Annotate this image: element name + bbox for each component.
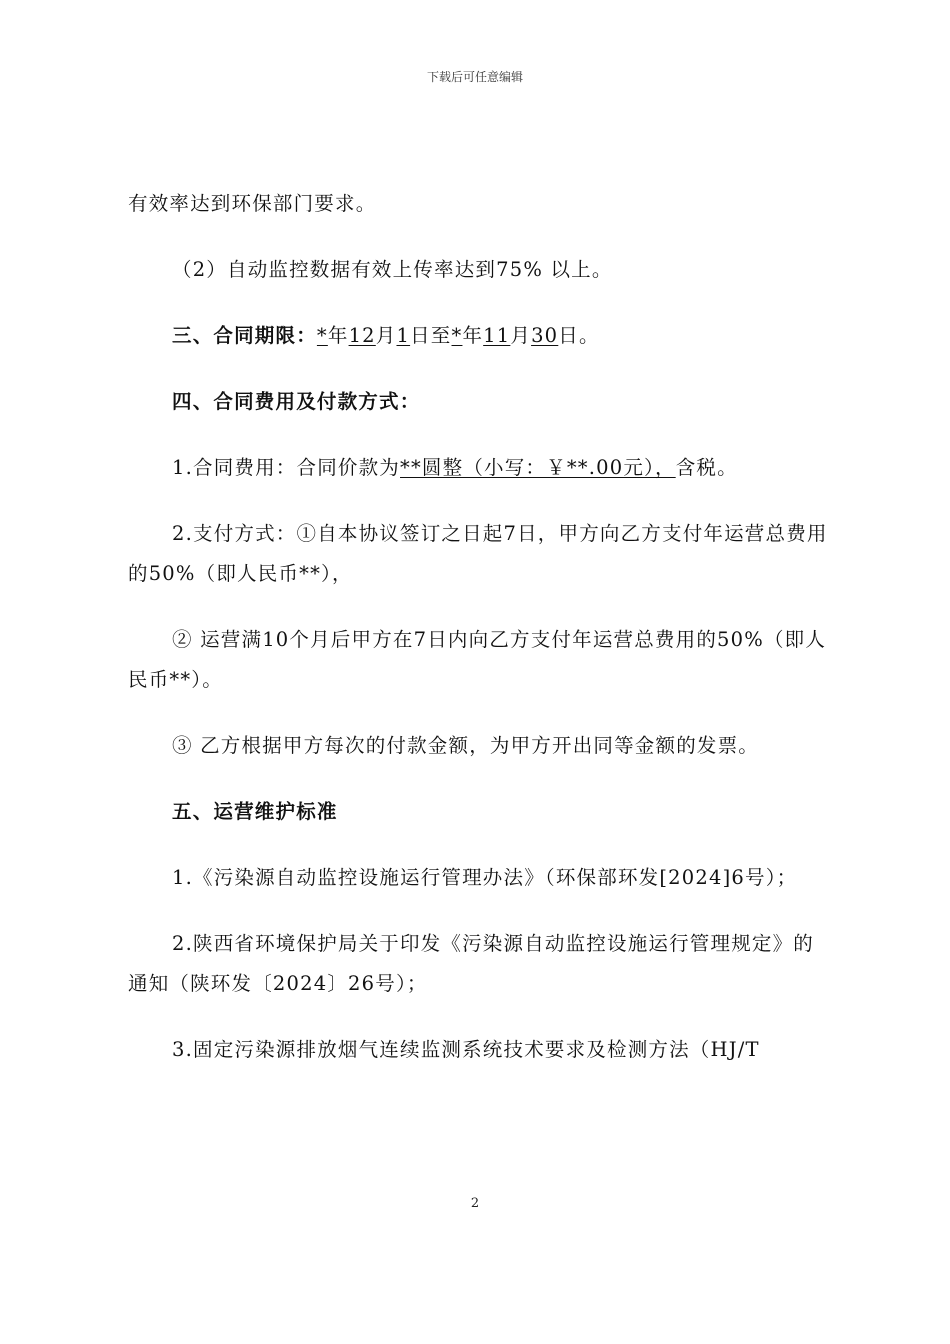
contract-fee-label: 1.合同费用：合同价款为 [172, 456, 401, 479]
paragraph-standard-3: 3.固定污染源排放烟气连续监测系统技术要求及检测方法（HJ/T [172, 1038, 760, 1061]
text-month: 月 [510, 324, 532, 347]
contract-term-heading: 三、合同期限： [172, 324, 317, 347]
section-heading-fees: 四、合同费用及付款方式： [172, 390, 421, 413]
page-number: 2 [470, 1196, 480, 1211]
paragraph-second-payment: ② 运营满10个月后甲方在7日内向乙方支付年运营总费用的50%（即人民币**）。 [128, 628, 827, 691]
text-year: 年 [462, 324, 484, 347]
start-day: 1 [396, 324, 411, 347]
text-month: 月 [375, 324, 397, 347]
end-year: * [451, 324, 463, 347]
start-month: 12 [348, 324, 376, 347]
paragraph-standard-1: 1.《污染源自动监控设施运行管理办法》（环保部环发[2024]6号）； [172, 866, 798, 889]
paragraph-invoice: ③ 乙方根据甲方每次的付款金额，为甲方开出同等金额的发票。 [172, 734, 759, 757]
paragraph-standard-2: 2.陕西省环境保护局关于印发《污染源自动监控设施运行管理规定》的通知（陕环发〔2024〕26号）； [128, 932, 815, 995]
text-day-end: 日。 [558, 324, 600, 347]
contract-fee-amount: **圆整（小写：￥**.00元）， [400, 456, 676, 479]
text-year: 年 [327, 324, 349, 347]
end-month: 11 [483, 324, 511, 347]
paragraph-contract-term [128, 316, 834, 356]
paragraph-upload-rate: （2）自动监控数据有效上传率达到75% 以上。 [172, 258, 613, 281]
page-header: 下载后可任意编辑 [426, 70, 523, 84]
text-day-to: 日至 [410, 324, 452, 347]
paragraph-effective-rate: 有效率达到环保部门要求。 [128, 192, 377, 215]
end-day: 30 [531, 324, 559, 347]
contract-fee-tax-note: 含税。 [675, 456, 738, 479]
section-heading-standards: 五、运营维护标准 [172, 800, 338, 823]
paragraph-payment-method: 2.支付方式：①自本协议签订之日起7日，甲方向乙方支付年运营总费用的50%（即人民币**）， [128, 522, 828, 585]
paragraph-contract-fee [128, 448, 834, 488]
start-year: * [316, 324, 328, 347]
document-body [128, 184, 834, 1096]
